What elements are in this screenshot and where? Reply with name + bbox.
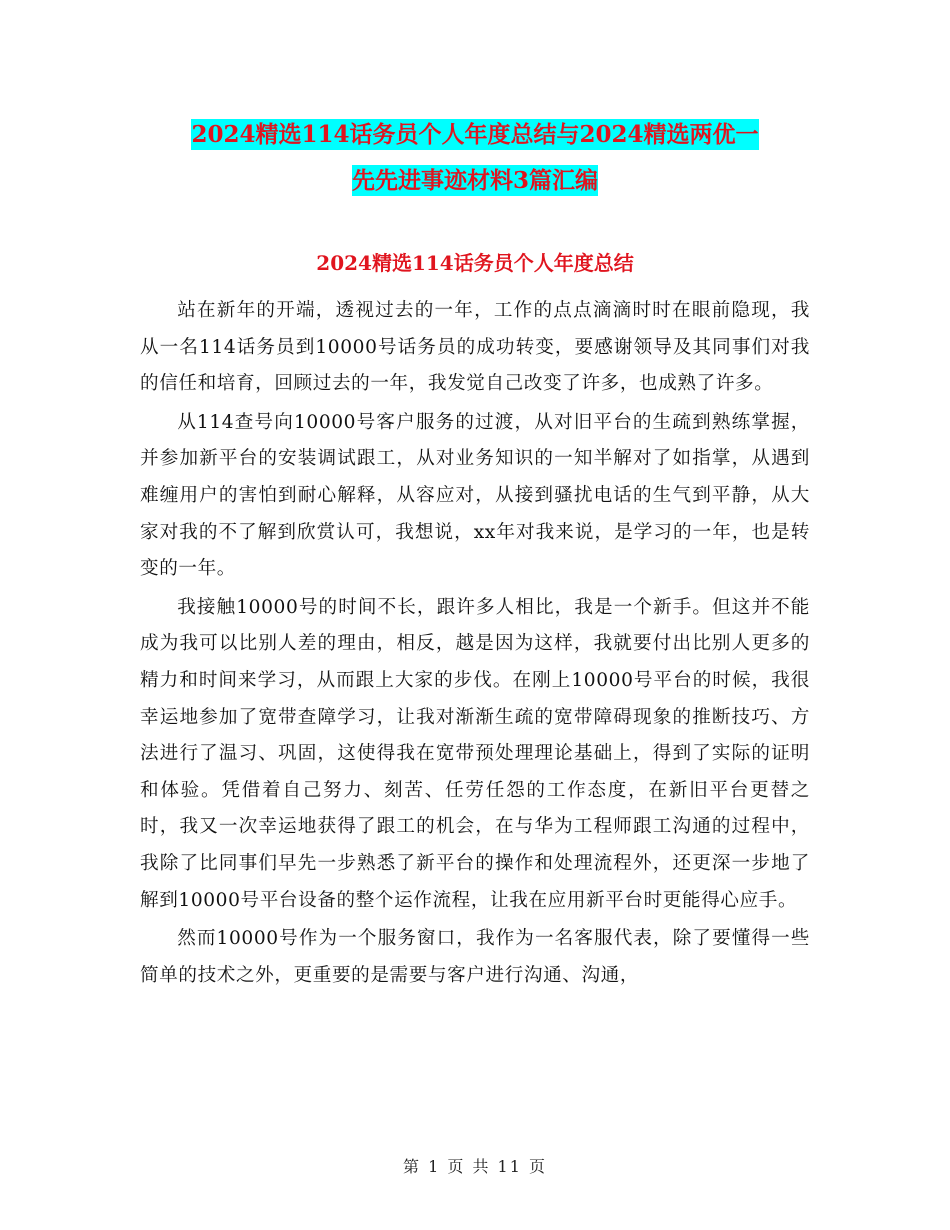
paragraph-4: 然而10000号作为一个服务窗口，我作为一名客服代表，除了要懂得一些简单的技术之外，更重要的是需要与客户进行沟通、沟通， (140, 928, 810, 986)
paragraph-2: 从114查号向10000号客户服务的过渡，从对旧平台的生疏到熟练掌握，并参加新平台的安装调试跟工，从对业务知识的一知半解对了如指掌，从遇到难缠用户的害怕到耐心解释，从容应对，从接到骚扰电话的生气到平静，从大家对我的不了解到欣赏认可，我想说，xx年对我来说，是学习的一年，也是转变的一年。 (140, 411, 810, 580)
document-title (140, 112, 810, 204)
paragraph-1: 站在新年的开端，透视过去的一年，工作的点点滴滴时时在眼前隐现，我从一名114话务员到10000号话务员的成功转变，要感谢领导及其同事们对我的信任和培育，回顾过去的一年，我发觉自己改变了许多，也成熟了许多。 (140, 300, 810, 395)
paragraph-3: 我接触10000号的时间不长，跟许多人相比，我是一个新手。但这并不能成为我可以比别人差的理由，相反，越是因为这样，我就要付出比别人更多的精力和时间来学习，从而跟上大家的步伐。在刚上10000号平台的时候，我很幸运地参加了宽带查障学习，让我对渐渐生疏的宽带障碍现象的推断技巧、方法进行了温习、巩固，这使得我在宽带预处理理论基础上，得到了实际的证明和体验。凭借着自己努力、刻苦、任劳任怨的工作态度，在新旧平台更替之时，我又一次幸运地获得了跟工的机会，在与华为工程师跟工沟通的过程中，我除了比同事们早先一步熟悉了新平台的操作和处理流程外，还更深一步地了解到10000号平台设备的整个运作流程，让我在应用新平台时更能得心应手。 (140, 596, 810, 911)
section-title: 2024精选114话务员个人年度总结 (316, 251, 634, 275)
body-text (140, 293, 810, 994)
document-title-line-2: 先先进事迹材料3篇汇编 (351, 167, 598, 194)
page-footer: 第 1 页 共 11 页 (403, 1157, 547, 1176)
document-title-line-1: 2024精选114话务员个人年度总结与2024精选两优一 (191, 121, 759, 148)
